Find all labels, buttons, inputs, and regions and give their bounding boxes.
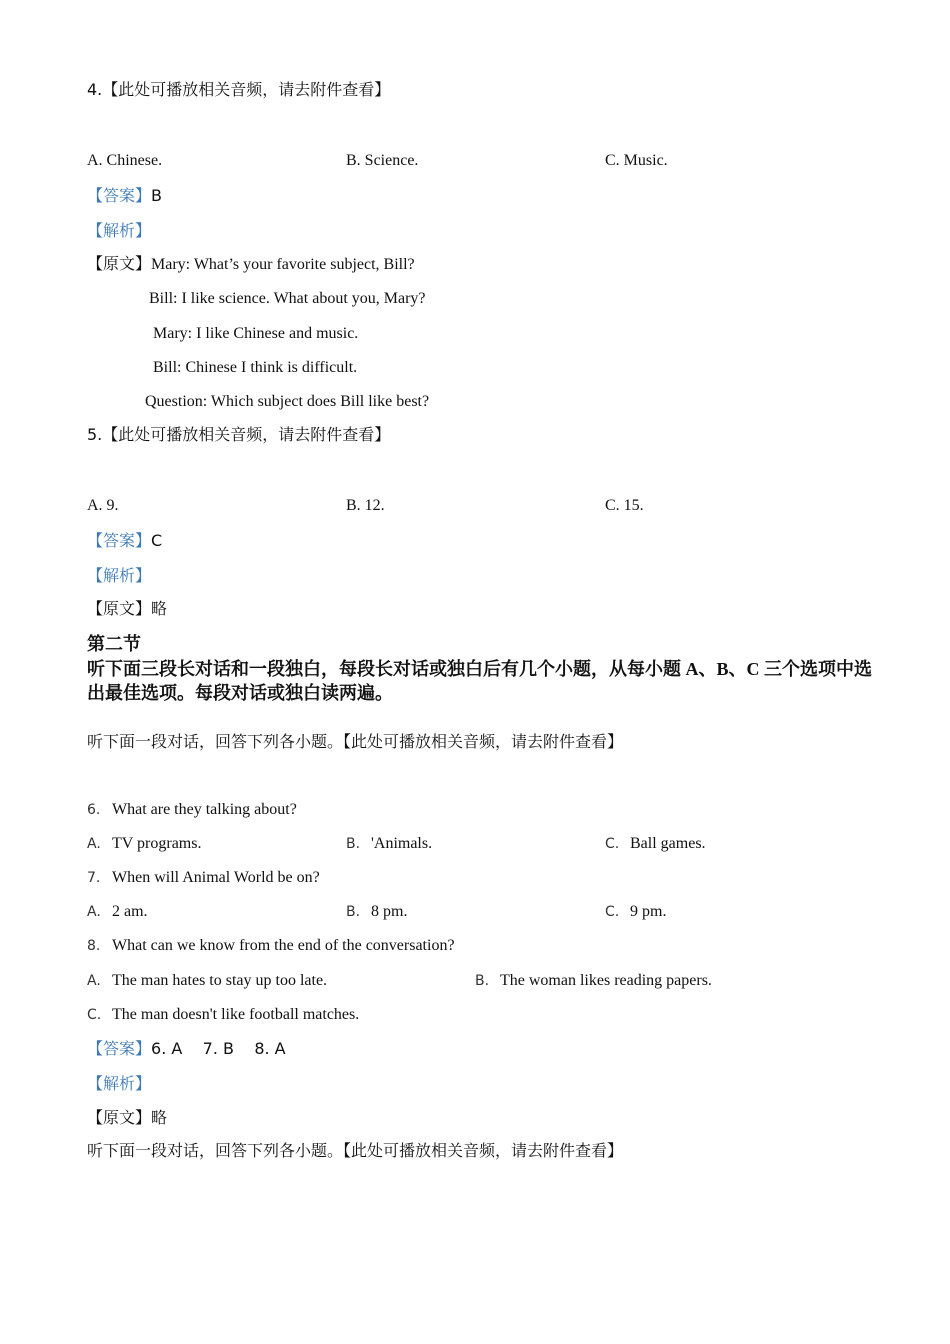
dialog2-intro: 听下面一段对话，回答下列各小题。【此处可播放相关音频，请去附件查看】 [87, 1143, 624, 1160]
dialog1-original: 【原文】略 [87, 1110, 168, 1127]
q4-original-line-1: 【原文】Mary: What’s your favorite subject, Bill? [87, 256, 415, 273]
q8-option-c: C. The man doesn't like football matches. [87, 1006, 360, 1023]
q4-option-a: A. Chinese. [87, 152, 163, 169]
q5-option-a: A. 9. [87, 497, 119, 514]
section-title: 第二节 [87, 634, 141, 654]
q4-answer: 【答案】B [87, 186, 162, 205]
q6-option-b: B. 'Animals. [346, 835, 433, 852]
q5-option-c: C. 15. [605, 497, 644, 514]
q4-option-b: B. Science. [346, 152, 419, 169]
dialog1-intro: 听下面一段对话，回答下列各小题。【此处可播放相关音频，请去附件查看】 [87, 734, 624, 751]
q7-option-b: B. 8 pm. [346, 903, 408, 920]
q6-option-c: C. Ball games. [605, 835, 706, 852]
section-instruction: 听下面三段长对话和一段独白，每段长对话或独白后有几个小题，从每小题 A、B、C 三个选项中选出最佳选项。每段对话或独白读两遍。 [87, 659, 872, 703]
q7-option-c: C. 9 pm. [605, 903, 667, 920]
q4-original-line-4: Bill: Chinese I think is difficult. [153, 359, 358, 376]
q5-original: 【原文】略 [87, 601, 168, 618]
q4-original-line-5: Question: Which subject does Bill like best? [145, 393, 430, 410]
q5-analysis: 【解析】 [87, 568, 152, 585]
q5-answer: 【答案】C [87, 531, 163, 550]
q4-option-c: C. Music. [605, 152, 668, 169]
q4-original-line-2: Bill: I like science. What about you, Mary? [149, 290, 426, 307]
q4-analysis: 【解析】 [87, 223, 152, 240]
q6-option-a: A. TV programs. [87, 835, 202, 852]
q8-question: 8. What can we know from the end of the conversation? [87, 937, 455, 954]
q7-option-a: A. 2 am. [87, 903, 148, 920]
q8-option-b: B. The woman likes reading papers. [475, 972, 712, 989]
q4-heading: 4.【此处可播放相关音频，请去附件查看】 [87, 80, 391, 99]
q6-question: 6. What are they talking about? [87, 801, 297, 818]
q8-option-a: A. The man hates to stay up too late. [87, 972, 328, 989]
q5-option-b: B. 12. [346, 497, 385, 514]
dialog1-answer: 【答案】6. A 7. B 8. A [87, 1039, 286, 1058]
q7-question: 7. When will Animal World be on? [87, 869, 320, 886]
q4-original-line-3: Mary: I like Chinese and music. [153, 325, 359, 342]
dialog1-analysis: 【解析】 [87, 1076, 152, 1093]
q5-heading: 5.【此处可播放相关音频，请去附件查看】 [87, 425, 391, 444]
